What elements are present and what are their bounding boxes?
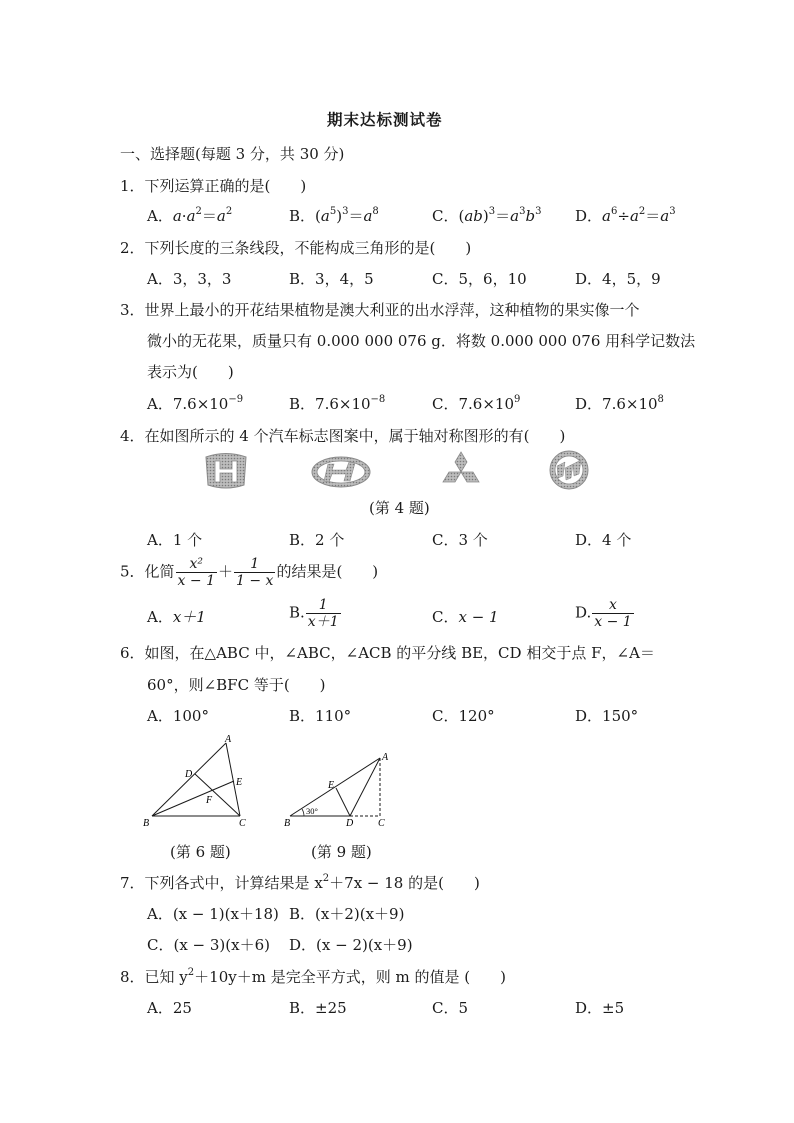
figure-6-caption: (第 6 题) <box>170 843 231 861</box>
q5-fraction-1: $\frac{\text{x²}}{x - 1}$ <box>177 556 215 589</box>
q8-option-c: C．5 <box>432 999 469 1017</box>
figure-9-triangle <box>280 748 390 832</box>
fig6-label-A: A <box>225 734 232 745</box>
mitsubishi-logo-icon <box>441 451 481 489</box>
q4-option-a: A．1 个 <box>147 531 203 549</box>
q3-line1: 3．世界上最小的开花结果植物是澳大利亚的出水浮萍，这种植物的果实像一个 <box>120 301 640 319</box>
q6-option-d: D．150° <box>575 707 639 725</box>
q2-option-c: C．5，6，10 <box>432 270 527 288</box>
fig9-label-D: D <box>346 818 354 829</box>
q5-option-c: C．x − 1 <box>432 608 499 626</box>
q7-option-a: A．(x − 1)(x＋18) <box>147 905 279 923</box>
q8-option-b: B．±25 <box>289 999 347 1017</box>
q3-option-b: B．$7.6\times 10^{-8}$ <box>289 394 386 413</box>
figure-9-caption: (第 9 题) <box>311 843 372 861</box>
q5-fraction-2: $\frac{1}{1 - x}$ <box>236 556 274 589</box>
q1-stem: 1．下列运算正确的是( ) <box>120 177 307 195</box>
q2-stem: 2．下列长度的三条线段，不能构成三角形的是( ) <box>120 239 472 257</box>
q1-option-c: C．$(ab)^3=a^3b^3$ <box>432 206 542 225</box>
fig9-label-A: A <box>382 752 389 763</box>
honda-logo-icon <box>203 451 249 491</box>
fig9-label-C: C <box>378 818 385 829</box>
q4-figure-caption: (第 4 题) <box>369 499 430 517</box>
fig9-label-B: B <box>284 818 291 829</box>
q3-line2: 微小的无花果，质量只有 0.000 000 076 g．将数 0.000 000 076 用科学记数法 <box>147 332 696 350</box>
q6-option-a: A．100° <box>147 707 209 725</box>
q8-option-a: A．25 <box>147 999 192 1017</box>
fig6-label-B: B <box>143 818 150 829</box>
q6-line2: 60°，则∠BFC 等于( ) <box>147 676 326 694</box>
q3-line3: 表示为( ) <box>147 363 234 381</box>
figure-6-triangle <box>140 733 260 833</box>
q4-option-b: B．2 个 <box>289 531 345 549</box>
buick-logo-icon <box>548 449 590 491</box>
q5-option-b: B. $\frac{1}{x+1}$ <box>289 597 339 630</box>
q6-option-b: B．110° <box>289 707 352 725</box>
q3-option-d: D．$7.6\times 10^8$ <box>575 394 664 413</box>
fig6-label-C: C <box>239 818 246 829</box>
q5-option-d: D. $\frac{x}{x - 1}$ <box>575 597 632 630</box>
q4-option-d: D．4 个 <box>575 531 632 549</box>
fig6-label-F: F <box>206 795 213 806</box>
q4-option-c: C．3 个 <box>432 531 488 549</box>
q1-option-b: B．$(a^5)^3=a^8$ <box>289 206 379 225</box>
page-title: 期末达标测试卷 <box>327 110 443 129</box>
q7-stem: 7．下列各式中，计算结果是 $x^2+7x - 18$ 的是( ) <box>120 873 480 892</box>
fig9-label-E: E <box>328 780 335 791</box>
fig6-label-E: E <box>236 777 243 788</box>
q3-option-c: C．$7.6\times 10^9$ <box>432 394 521 413</box>
q1-option-d: D．$a^6\div a^2=a^3$ <box>575 206 676 225</box>
q6-option-c: C．120° <box>432 707 495 725</box>
q5-option-a: A．x＋1 <box>147 608 206 626</box>
q2-option-b: B．3，4，5 <box>289 270 374 288</box>
section-header: 一、选择题(每题 3 分，共 30 分) <box>120 145 345 163</box>
q2-option-d: D．4，5，9 <box>575 270 661 288</box>
q6-line1: 6．如图，在△ABC 中，∠ABC，∠ACB 的平分线 BE，CD 相交于点 F，∠A＝ <box>120 644 655 662</box>
q5-stem: 5．化简 $\frac{\text{x²}}{x - 1}$ ＋ $\frac{1}{1 - x}$ 的结果是( ) <box>120 556 379 589</box>
fig6-label-D: D <box>185 769 193 780</box>
q8-stem: 8．已知 $y^2+10y+m$ 是完全平方式，则 m 的值是 ( ) <box>120 967 506 986</box>
q8-option-d: D．±5 <box>575 999 625 1017</box>
q7-option-d: D．(x − 2)(x＋9) <box>289 936 413 954</box>
q1-option-a: A．$a\cdot a^2=a^2$ <box>147 206 233 225</box>
hyundai-logo-icon <box>310 454 372 490</box>
q7-option-b: B．(x＋2)(x＋9) <box>289 905 405 923</box>
q3-option-a: A．$7.6\times 10^{-9}$ <box>147 394 244 413</box>
fig9-angle-label: 30° <box>306 806 318 816</box>
q2-option-a: A．3，3，3 <box>147 270 232 288</box>
q7-option-c: C．(x − 3)(x＋6) <box>147 936 270 954</box>
q4-stem: 4．在如图所示的 4 个汽车标志图案中，属于轴对称图形的有( ) <box>120 427 566 445</box>
